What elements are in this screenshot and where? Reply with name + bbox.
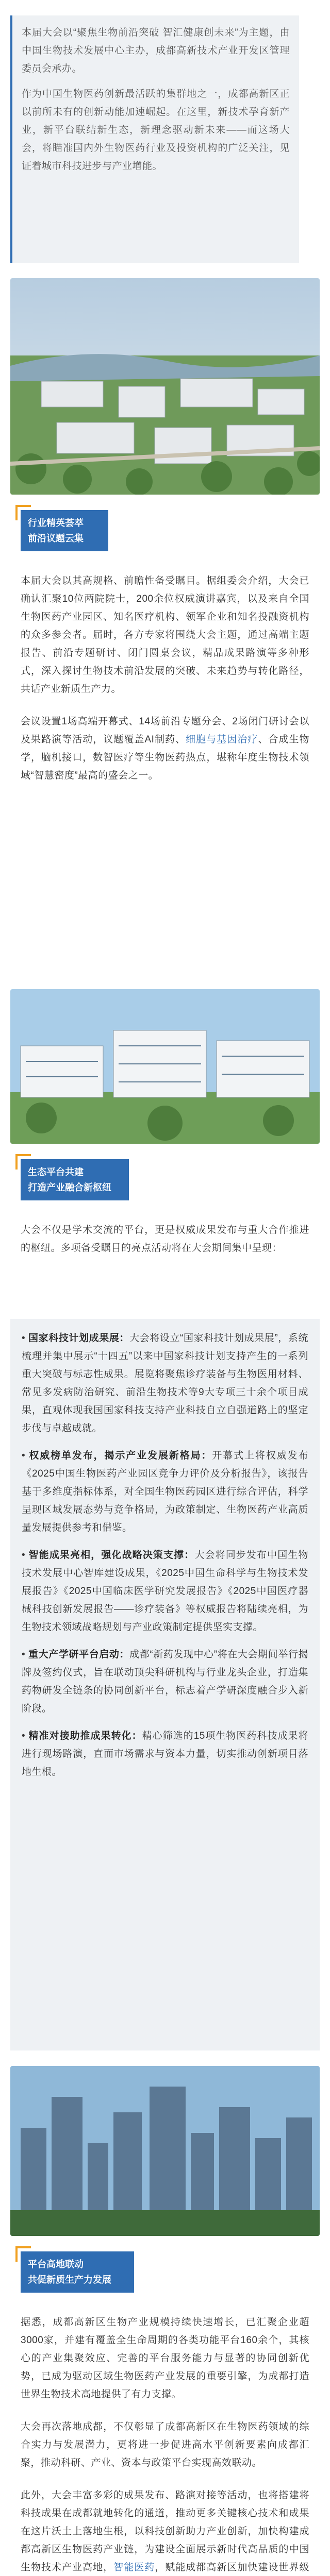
intro-paragraph-1: 本届大会以“聚焦生物前沿突破 智汇健康创未来”为主题，由中国生物技术发展中心主办，成都高新技术产业开发区管理委员会承办。 [22,27,290,74]
highlight-lead: 智能成果亮相，强化战略决策支撑： [28,1550,195,1561]
section-1-paragraph-1: 本届大会以其高规格、前瞻性备受瞩目。据组委会介绍，大会已确认汇聚10位两院院士，200余位权威演讲嘉宾，以及来自全国生物医药产业园区、知名医疗机构、领军企业和知名投融资机构的众多参会者。届时，各方专家将围绕大会主题，通过高端主题报告、前沿专题研讨、闭门圆桌会议，精品成果路演等多种形式，深入探讨生物技术前沿发展的突破、未来趋势与转化路径，共话产业新质生产力。 [21,575,309,694]
city-skyline-photo [10,2066,320,2236]
intro-box [10,15,299,263]
highlight-lead: 精准对接助推成果转化： [28,1731,142,1741]
city-skyline-image [10,2066,320,2236]
section-3-title-line-1: 平台高地联动 [28,2259,84,2269]
section-3-paragraph-2: 大会再次落地成都，不仅彰显了成都高新区在生物医药领域的综合实力与发展潜力，更将进一步促进高水平创新要素向成都汇聚，推动科研、产业、资本与政策平台实现高效联动。 [21,2421,309,2468]
section-1-body [21,572,309,785]
highlight-text: 开幕式上将权威发布《2025中国生物医药产业园区竞争力评价及分析报告》，该报告基于多维度指标体系，对全国生物医药园区进行综合评估，科学呈现区域发展态势与竞争格局，为政策制定、生物医药产业高质量发展提供参考和借鉴。 [22,1450,308,1533]
highlight-item: • 国家科技计划成果展：大会将设立“国家科技计划成果展”，系统梳理并集中展示“十四五”以来中国家科技计划支持产生的一系列重大突破与标志性成果。展览将聚焦诊疗装备与生物医用材料、常见多发病防治研究、前沿生物技术等9大专项三十余个项目成果，直观体现我国国家科技支持产业科技自立自强道路上的坚定步伐与卓越成就。 [22,1333,308,1434]
section-3-paragraph-3-text-a: 此外，大会丰富多彩的成果发布、路演对接等活动，也将搭建将科技成果在成都就地转化的通道，推动更多关键核心技术和成果在这片沃土上落地生根，以科技创新助力产业创新，加快构建成都高新区生物医药产业链，为建设全面展示新时代高品质的中国生物技术产业高地， [21,2490,309,2573]
highlight-lead: 国家科技计划成果展： [28,1333,130,1344]
highlight-item: • 精准对接助推成果转化：精心筛选的15项生物医药科技成果将进行现场路演，直面市场需求与资本力量，切实推动创新项目落地生根。 [22,1731,308,1777]
section-1-title [21,510,108,551]
section-3-body [21,2313,309,2576]
section-1-paragraph-2-text-b: 、合成生物学，脑机接口，数智医疗等生物医药热点，堪称年度生物技术领域“智慧密度”最高的盛会之一。 [21,734,309,781]
highlight-item: • 智能成果亮相，强化战略决策支撑：大会将同步发布中国生物技术发展中心智库建设成果，《2025中国生命科学与生物技术发展报告》《2025中国临床医学研究发展报告》《2025中国医疗器械科技创新发展报告——诊疗装备》等权威报告将陆续亮相，为生物技术领域战略规划与产业政策制定提供坚实支撑。 [22,1550,308,1633]
intro-paragraph-2: 作为中国生物医药创新最活跃的集群地之一，成都高新区正以前所未有的创新动能加速崛起。在这里，新技术孕育新产业，新平台联结新生态，新理念驱动新未来——而这场大会，将瞄准国内外生物医药行业及投资机构的广泛关注，见证着城市科技进步与产业增能。 [22,89,290,172]
section-1-title-line-2: 前沿议题云集 [28,533,84,544]
buildings-photo [10,989,320,1144]
section-3-paragraph-1: 据悉，成都高新区生物产业规模持续快速增长，已汇聚企业超3000家，并建有覆盖全生命周期的各类功能平台160余个，其核心的产业集聚效应、完善的平台服务能力与显著的协同创新优势，已成为驱动区域生物医药产业发展的重要引擎，为成都打造世界生物技术高地提供了有力支撑。 [21,2317,309,2400]
highlight-lead: 权威榜单发布，揭示产业发展新格局： [29,1450,212,1461]
highlights-box [10,1319,320,2050]
highlight-lead: 重大产学研平台启动： [28,1649,130,1660]
highlight-text: 成都“新药发现中心”将在大会期间举行揭牌及签约仪式，旨在联动顶尖科研机构与行业龙头企业，打造集药物研发全链条的协同创新平台，标志着产学研深度融合步入新阶段。 [22,1649,308,1714]
cell-gene-therapy-link[interactable]: 细胞与基因治疗 [186,734,258,745]
highlight-text: 大会将设立“国家科技计划成果展”，系统梳理并集中展示“十四五”以来中国家科技计划支持产生的一系列重大突破与标志性成果。展览将聚焦诊疗装备与生物医用材料、常见多发病防治研究、前沿生物技术等9大专项三十余个项目成果，直观体现我国国家科技支持产业科技自立自强道路上的坚定步伐与卓越成就。 [22,1333,308,1434]
smart-medicine-link[interactable]: 智能医药 [113,2562,155,2573]
section-3-paragraph-3-text-b: ，赋能成都高新区加快建设世界级 [155,2562,309,2573]
highlight-item: • 重大产学研平台启动：成都“新药发现中心”将在大会期间举行揭牌及签约仪式，旨在联动顶尖科研机构与行业龙头企业，打造集药物研发全链条的协同创新平台，标志着产学研深度融合步入新阶段。 [22,1649,308,1714]
section-2-intro [21,1221,309,1257]
section-2-title-line-2: 打造产业融合新枢纽 [28,1182,111,1193]
section-3-title-line-2: 共促新质生产力发展 [28,2275,111,2285]
section-1-paragraph-2-text-a: 会议设置1场高端开幕式、14场前沿专题分会、2场闭门研讨会以及果路演等活动，议题覆盖AI制药、 [21,716,309,745]
campus-aerial-photo [10,278,320,495]
section-2-title-line-1: 生态平台共建 [28,1167,84,1177]
section-1-paragraph-2 [21,713,309,785]
buildings-image [10,989,320,1144]
highlight-text: 精心筛选的15项生物医药科技成果将进行现场路演，直面市场需求与资本力量，切实推动创新项目落地生根。 [22,1731,308,1777]
highlight-item: • 权威榜单发布，揭示产业发展新格局：开幕式上将权威发布《2025中国生物医药产业园区竞争力评价及分析报告》，该报告基于多维度指标体系，对全国生物医药园区进行综合评估，科学呈现区域发展态势与竞争格局，为政策制定、生物医药产业高质量发展提供参考和借鉴。 [22,1450,308,1533]
section-3-title [21,2251,134,2293]
section-2-paragraph-1: 大会不仅是学术交流的平台，更是权威成果发布与重大合作推进的枢纽。多项备受瞩目的亮点活动将在大会期间集中呈现： [21,1225,309,1253]
section-1-title-line-1: 行业精英荟萃 [28,518,84,528]
section-3-paragraph-3 [21,2486,309,2576]
campus-aerial-image [10,278,320,495]
highlight-text: 大会将同步发布中国生物技术发展中心智库建设成果，《2025中国生命科学与生物技术发展报告》《2025中国临床医学研究发展报告》《2025中国医疗器械科技创新发展报告——诊疗装备》等权威报告将陆续亮相，为生物技术领域战略规划与产业政策制定提供坚实支撑。 [22,1550,308,1633]
section-2-title [21,1159,129,1200]
